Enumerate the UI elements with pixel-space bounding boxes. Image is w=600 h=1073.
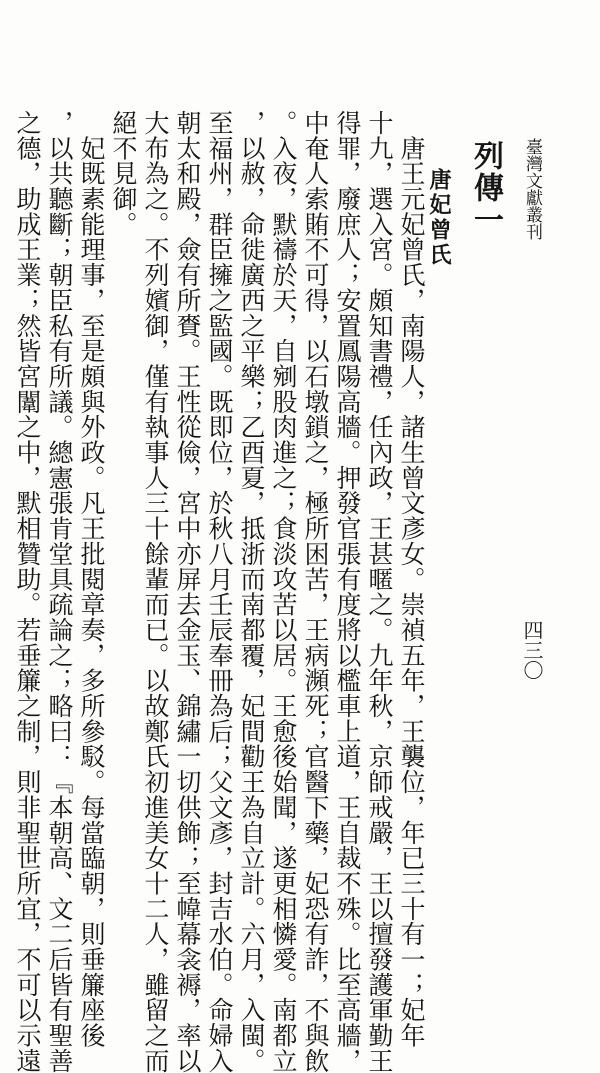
chapter-title: 列傳一 (468, 140, 503, 236)
body-line: ，以赦，命徙廣西之平樂；乙酉夏，抵浙而南都覆，妃間勸王為自立計。六月，入閩。 (237, 110, 266, 1073)
body-line: 之德，助成王業；然皆宮闈之中，默相贊助。若垂簾之制，則非聖世所宜，不可以示遠 (13, 110, 42, 1073)
body-line: 大布為之。不列嬪御，僅有執事人三十餘輩而已。以故鄭氏初進美女十二人，雖留之而 (141, 110, 170, 1073)
body-line: 中奄人索賄不可得，以石墩鎖之，極所困苦，王病瀕死；官醫下藥，妃恐有詐，不與飲 (301, 110, 330, 1073)
body-line: 絕不見御。 (109, 110, 138, 237)
body-line: 朝太和殿，僉有所賚。王性從儉，宮中亦屏去金玉、錦繡一切供飾；至幃幕衾褥，率以 (173, 110, 202, 1073)
body-line: 妃既素能理事，至是頗與外政。凡王批閱章奏，多所參駁。每當臨朝，則垂簾座後 (77, 110, 106, 1048)
page-number: 四三〇 (520, 620, 544, 680)
section-title: 唐妃曾氏 (426, 168, 452, 268)
body-line: 至福州，群臣擁之監國。既即位，於秋八月壬辰奉冊為后；父文彥，封吉水伯。命婦入 (205, 110, 234, 1073)
body-line: 唐王元妃曾氏，南陽人，諸生曾文彥女。崇禎五年，王襲位，年已三十有一；妃年 (397, 110, 426, 1048)
journal-title: 臺灣文獻叢刊 (522, 138, 542, 240)
body-line: 得罪，廢庶人；安置鳳陽高牆。押發官張有度將以檻車上道，王自裁不殊。比至高牆， (333, 110, 362, 1073)
body-line: 。入夜，默禱於天，自剜股肉進之；食淡攻苦以居。王愈後始聞，遂更相憐愛。南都立 (269, 110, 298, 1073)
body-line: 十九，選入宮。頗知書禮，任內政，王甚暱之。九年秋，京師戒嚴，王以擅發護軍勤王 (365, 110, 394, 1073)
body-line: ，以共聽斷；朝臣私有所議。總憲張肯堂具疏論之；略曰：『本朝高、文二后皆有聖善 (45, 110, 74, 1073)
